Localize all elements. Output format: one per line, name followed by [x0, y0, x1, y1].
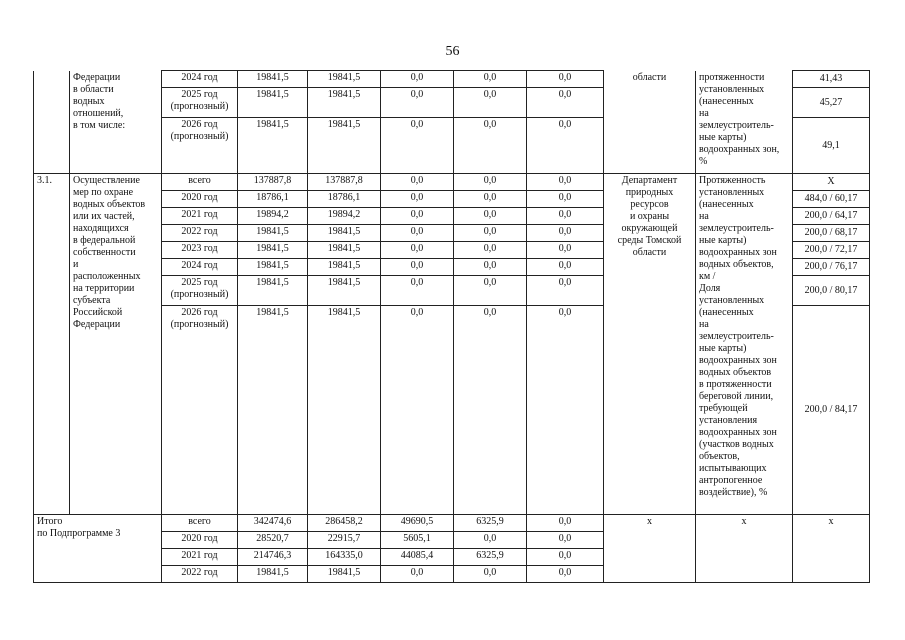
amount-cell: 19841,5 [308, 118, 381, 174]
indicator-value-cell: 200,0 / 64,17 [793, 208, 870, 225]
table-row [34, 174, 870, 191]
amount-cell: 0,0 [454, 276, 527, 306]
amount-cell: 19841,5 [238, 276, 308, 306]
amount-cell: 28520,7 [238, 532, 308, 549]
amount-cell: 342474,6 [238, 515, 308, 532]
indicator-value-cell: Х [793, 174, 870, 191]
amount-cell: 0,0 [527, 566, 604, 583]
year-cell: 2024 год [162, 71, 238, 88]
amount-cell: 0,0 [381, 306, 454, 515]
amount-cell: 19841,5 [238, 306, 308, 515]
amount-cell: 0,0 [527, 191, 604, 208]
amount-cell: 0,0 [527, 71, 604, 88]
year-cell: 2021 год [162, 549, 238, 566]
indicator-value-cell: 200,0 / 72,17 [793, 242, 870, 259]
page-number: 56 [445, 44, 460, 59]
amount-cell: 0,0 [381, 566, 454, 583]
indicator-value-cell: 200,0 / 76,17 [793, 259, 870, 276]
executor-cell: Департамент природных ресурсов и охраны окружающей среды Томской области [604, 174, 696, 515]
amount-cell: 0,0 [454, 259, 527, 276]
amount-cell: 0,0 [454, 71, 527, 88]
year-cell: 2025 год (прогнозный) [162, 88, 238, 118]
amount-cell: 0,0 [381, 208, 454, 225]
row-name-cell: Осуществление мер по охране водных объектов или их частей, находящихся в федеральной собственности и расположенных на территории субъекта Российской Федерации [70, 174, 162, 515]
amount-cell: 164335,0 [308, 549, 381, 566]
amount-cell: 19841,5 [238, 242, 308, 259]
amount-cell: 0,0 [454, 208, 527, 225]
amount-cell: 0,0 [381, 259, 454, 276]
amount-cell: 19841,5 [308, 71, 381, 88]
amount-cell: 19841,5 [238, 259, 308, 276]
indicator-cell: х [696, 515, 793, 583]
amount-cell: 19841,5 [308, 306, 381, 515]
amount-cell: 0,0 [454, 566, 527, 583]
amount-cell: 0,0 [454, 191, 527, 208]
amount-cell: 5605,1 [381, 532, 454, 549]
amount-cell: 0,0 [527, 259, 604, 276]
row-number-cell [34, 71, 70, 174]
amount-cell: 0,0 [454, 88, 527, 118]
program-table [33, 70, 870, 583]
amount-cell: 19841,5 [238, 71, 308, 88]
indicator-cell: протяженности установленных (нанесенных на землеустроитель- ные карты) водоохранных зон, % [696, 71, 793, 174]
amount-cell: 19841,5 [308, 88, 381, 118]
year-cell: всего [162, 515, 238, 532]
amount-cell: 19841,5 [308, 566, 381, 583]
indicator-value-cell: 49,1 [793, 118, 870, 174]
year-cell: 2026 год (прогнозный) [162, 306, 238, 515]
indicator-value-cell: 200,0 / 68,17 [793, 225, 870, 242]
amount-cell: 19841,5 [308, 276, 381, 306]
amount-cell: 137887,8 [308, 174, 381, 191]
amount-cell: 44085,4 [381, 549, 454, 566]
amount-cell: 0,0 [381, 88, 454, 118]
amount-cell: 18786,1 [308, 191, 381, 208]
amount-cell: 137887,8 [238, 174, 308, 191]
year-cell: 2021 год [162, 208, 238, 225]
indicator-value-cell: 484,0 / 60,17 [793, 191, 870, 208]
executor-cell: х [604, 515, 696, 583]
amount-cell: 0,0 [454, 242, 527, 259]
amount-cell: 286458,2 [308, 515, 381, 532]
row-name-cell: Федерации в области водных отношений, в том числе: [70, 71, 162, 174]
amount-cell: 0,0 [527, 208, 604, 225]
amount-cell: 19841,5 [238, 566, 308, 583]
amount-cell: 19894,2 [308, 208, 381, 225]
indicator-value-cell: 200,0 / 80,17 [793, 276, 870, 306]
year-cell: всего [162, 174, 238, 191]
amount-cell: 19841,5 [238, 225, 308, 242]
amount-cell: 0,0 [381, 225, 454, 242]
amount-cell: 0,0 [454, 225, 527, 242]
amount-cell: 0,0 [527, 549, 604, 566]
amount-cell: 0,0 [527, 225, 604, 242]
amount-cell: 0,0 [381, 276, 454, 306]
amount-cell: 0,0 [454, 174, 527, 191]
year-cell: 2022 год [162, 225, 238, 242]
amount-cell: 19841,5 [308, 259, 381, 276]
amount-cell: 19894,2 [238, 208, 308, 225]
amount-cell: 0,0 [454, 306, 527, 515]
year-cell: 2022 год [162, 566, 238, 583]
amount-cell: 19841,5 [308, 225, 381, 242]
amount-cell: 6325,9 [454, 549, 527, 566]
year-cell: 2025 год (прогнозный) [162, 276, 238, 306]
amount-cell: 49690,5 [381, 515, 454, 532]
executor-cell: области [604, 71, 696, 174]
amount-cell: 18786,1 [238, 191, 308, 208]
amount-cell: 0,0 [381, 118, 454, 174]
amount-cell: 0,0 [454, 532, 527, 549]
amount-cell: 6325,9 [454, 515, 527, 532]
amount-cell: 0,0 [381, 71, 454, 88]
amount-cell: 0,0 [527, 276, 604, 306]
indicator-cell: Протяженность установленных (нанесенных на землеустроитель- ные карты) водоохранных зон водных объектов, км / Доля установленных (нанесенных на землеустроитель- ные карты) водоохранных зон водных объектов в протяженности береговой линии, требующей установления водоохранных зон (участков водных объектов, испытывающих антропогенное воздействие), % [696, 174, 793, 515]
amount-cell: 0,0 [527, 306, 604, 515]
amount-cell: 0,0 [527, 532, 604, 549]
indicator-value-cell: 45,27 [793, 88, 870, 118]
row-number-cell: 3.1. [34, 174, 70, 515]
amount-cell: 0,0 [381, 191, 454, 208]
table-row [34, 515, 870, 532]
table-row [34, 71, 870, 88]
year-cell: 2024 год [162, 259, 238, 276]
amount-cell: 214746,3 [238, 549, 308, 566]
year-cell: 2020 год [162, 191, 238, 208]
row-name-cell: Итого по Подпрограмме 3 [34, 515, 162, 583]
amount-cell: 22915,7 [308, 532, 381, 549]
year-cell: 2020 год [162, 532, 238, 549]
amount-cell: 0,0 [381, 242, 454, 259]
indicator-value-cell: 41,43 [793, 71, 870, 88]
amount-cell: 0,0 [527, 242, 604, 259]
amount-cell: 0,0 [527, 88, 604, 118]
amount-cell: 19841,5 [308, 242, 381, 259]
amount-cell: 19841,5 [238, 88, 308, 118]
indicator-value-cell: 200,0 / 84,17 [793, 306, 870, 515]
year-cell: 2026 год (прогнозный) [162, 118, 238, 174]
amount-cell: 0,0 [527, 174, 604, 191]
amount-cell: 0,0 [527, 515, 604, 532]
amount-cell: 0,0 [454, 118, 527, 174]
amount-cell: 0,0 [381, 174, 454, 191]
amount-cell: 0,0 [527, 118, 604, 174]
year-cell: 2023 год [162, 242, 238, 259]
amount-cell: 19841,5 [238, 118, 308, 174]
indicator-value-cell: х [793, 515, 870, 583]
